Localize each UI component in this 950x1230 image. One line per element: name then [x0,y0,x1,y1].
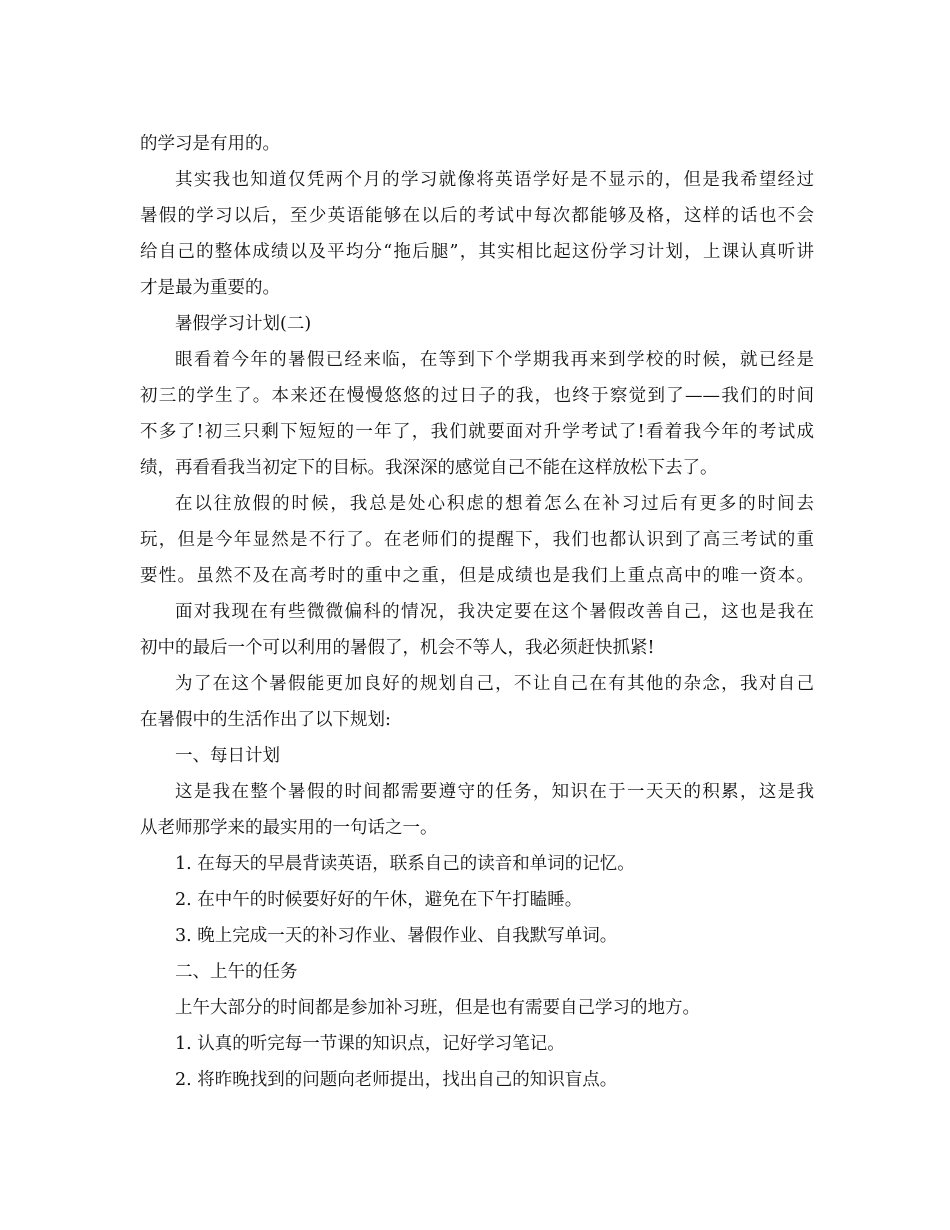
text-line: 2. 将昨晚找到的问题向老师提出，找出自己的知识盲点。 [175,1070,618,1090]
text-line: 初中的最后一个可以利用的暑假了，机会不等人，我必须赶快抓紧! [140,638,655,658]
text-line: 3. 晚上完成一天的补习作业、暑假作业、自我默写单词。 [175,926,618,946]
text-line: 暑假的学习以后，至少英语能够在以后的考试中每次都能够及格，这样的话也不会 [140,206,814,226]
text-line: 这是我在整个暑假的时间都需要遵守的任务，知识在于一天天的积累，这是我 [175,782,814,802]
text-line: 面对我现在有些微微偏科的情况，我决定要在这个暑假改善自己，这也是我在 [175,602,814,622]
text-line: 1. 在每天的早晨背读英语，联系自己的读音和单词的记忆。 [175,854,635,874]
text-line: 眼看着今年的暑假已经来临，在等到下个学期我再来到学校的时候，就已经是 [175,350,814,370]
text-line: 玩，但是今年显然是不行了。在老师们的提醒下，我们也都认识到了高三考试的重 [140,530,814,550]
text-line: 在暑假中的生活作出了以下规划: [140,710,391,730]
text-line: 为了在这个暑假能更加良好的规划自己，不让自己在有其他的杂念，我对自己 [175,674,814,694]
text-line: 要性。虽然不及在高考时的重中之重，但是成绩也是我们上重点高中的唯一资本。 [140,566,814,586]
text-line: 才是最为重要的。 [140,278,280,298]
text-line: 的学习是有用的。 [140,134,280,154]
text-line: 1. 认真的听完每一节课的知识点，记好学习笔记。 [175,1034,565,1054]
document-body [140,126,814,1098]
text-line: 二、上午的任务 [175,962,298,982]
text-line: 给自己的整体成绩以及平均分“拖后腿”，其实相比起这份学习计划，上课认真听讲 [140,242,814,262]
text-line: 2. 在中午的时候要好好的午休，避免在下午打瞌睡。 [175,890,583,910]
text-line: 暑假学习计划(二) [175,314,312,334]
text-line: 上午大部分的时间都是参加补习班，但是也有需要自己学习的地方。 [175,998,700,1018]
text-line: 不多了!初三只剩下短短的一年了，我们就要面对升学考试了!看着我今年的考试成 [140,422,814,442]
text-line: 在以往放假的时候，我总是处心积虑的想着怎么在补习过后有更多的时间去 [175,494,814,514]
text-line: 绩，再看看我当初定下的目标。我深深的感觉自己不能在这样放松下去了。 [140,458,718,478]
text-line: 初三的学生了。本来还在慢慢悠悠的过日子的我，也终于察觉到了——我们的时间 [140,386,814,406]
text-line: 其实我也知道仅凭两个月的学习就像将英语学好是不显示的，但是我希望经过 [175,170,814,190]
text-line: 从老师那学来的最实用的一句话之一。 [140,818,438,838]
text-line: 一、每日计划 [175,746,280,766]
